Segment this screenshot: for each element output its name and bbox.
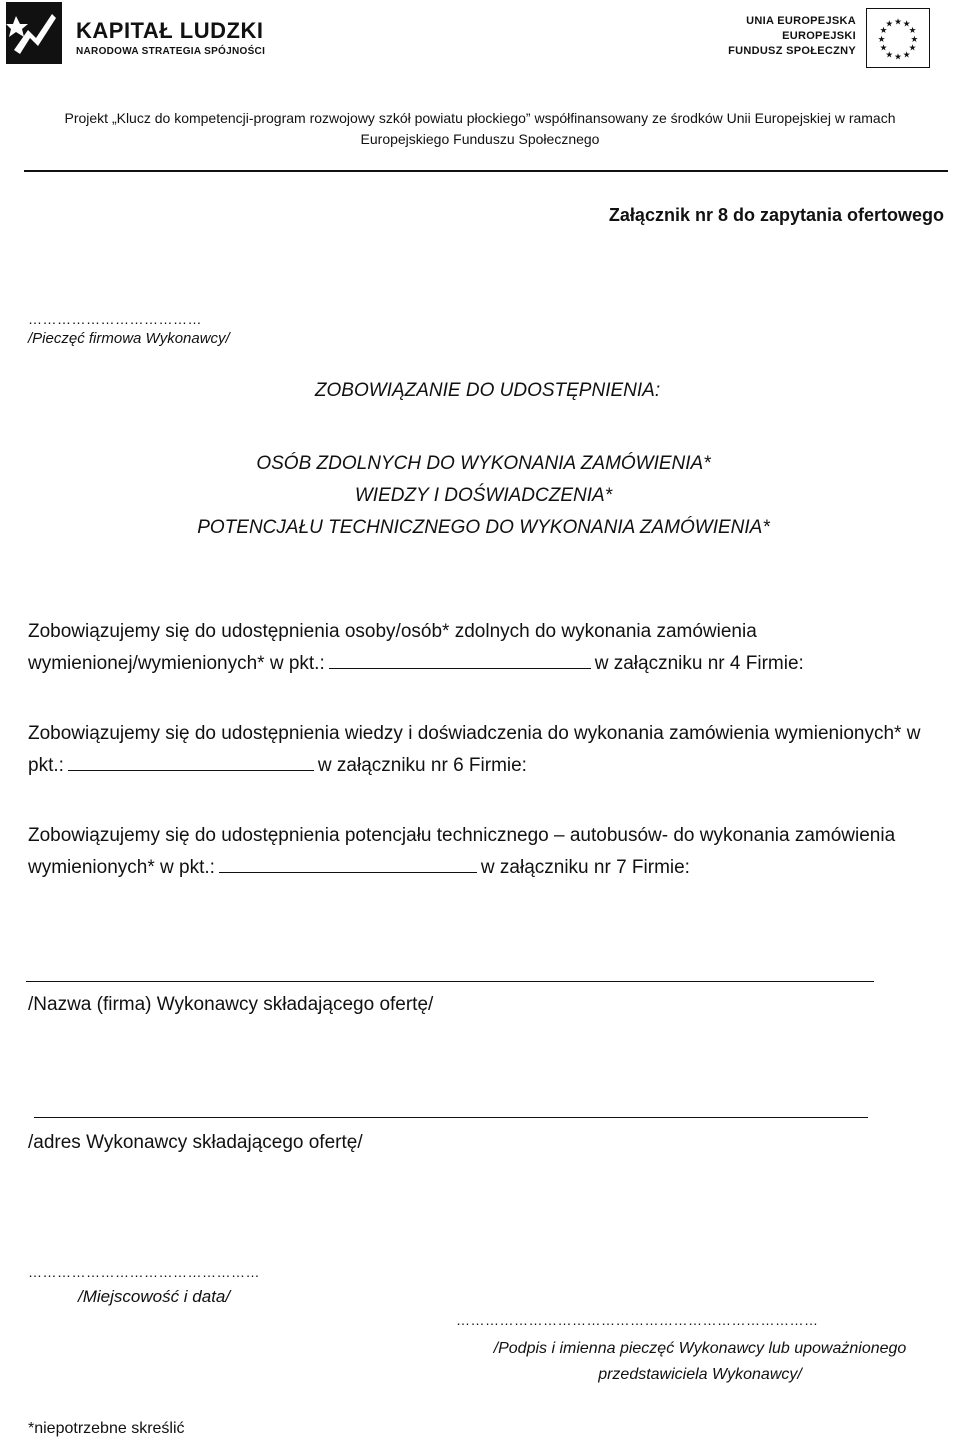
signature-dotted-line: ………………………………………………………………… bbox=[456, 1312, 819, 1328]
eu-logo-line1: UNIA EUROPEJSKA bbox=[746, 15, 856, 27]
contractor-address-line[interactable] bbox=[34, 1117, 868, 1118]
svg-text:★: ★ bbox=[902, 19, 911, 30]
eu-logo-text bbox=[728, 14, 856, 59]
paragraph-text: Zobowiązujemy się do udostępnienia osoby/osób* zdolnych do wykonania zamówienia wymienionej/wymienionych* w pkt.: bbox=[28, 621, 757, 674]
svg-text:★: ★ bbox=[910, 34, 919, 45]
contractor-address-label: /adres Wykonawcy składającego ofertę/ bbox=[28, 1132, 363, 1153]
contractor-name-label: /Nazwa (firma) Wykonawcy składającego ofertę/ bbox=[28, 994, 434, 1015]
kapital-ludzki-icon bbox=[6, 2, 62, 64]
paragraph-text: Zobowiązujemy się do udostępnienia wiedzy i doświadczenia do wykonania zamówienia wymienionych* w pkt.: bbox=[28, 723, 921, 776]
kapital-ludzki-logo bbox=[6, 2, 266, 64]
svg-text:★: ★ bbox=[894, 17, 902, 28]
commitment-paragraph-knowledge bbox=[28, 718, 948, 782]
svg-text:★: ★ bbox=[879, 26, 888, 37]
commitment-paragraph-persons bbox=[28, 616, 948, 680]
stamp-dotted-line: ……………………………… bbox=[28, 311, 202, 327]
svg-text:★: ★ bbox=[894, 52, 902, 63]
eu-flag-icon bbox=[866, 8, 930, 68]
project-line-2: Europejskiego Funduszu Społecznego bbox=[360, 131, 600, 147]
point-number-blank[interactable] bbox=[68, 750, 314, 771]
sub-title-persons: OSÓB ZDOLNYCH DO WYKONANIA ZAMÓWIENIA* bbox=[256, 453, 711, 474]
paragraph-text: w załączniku nr 6 Firmie: bbox=[317, 755, 527, 776]
svg-text:★: ★ bbox=[877, 34, 886, 45]
svg-text:★: ★ bbox=[908, 26, 917, 37]
place-date-dotted-line: ………………………………………… bbox=[28, 1264, 260, 1280]
project-line-1: Projekt „Klucz do kompetencji-program rozwojowy szkół powiatu płockiego” współfinansowany ze środków Unii Europejskiej w ramach bbox=[64, 110, 896, 126]
commitment-paragraph-technical bbox=[28, 820, 948, 884]
eu-logo-line3: FUNDUSZ SPOŁECZNY bbox=[728, 45, 856, 57]
svg-text:★: ★ bbox=[885, 50, 894, 61]
kapital-ludzki-subtitle: NARODOWA STRATEGIA SPÓJNOŚCI bbox=[76, 46, 266, 57]
sub-title-technical: POTENCJAŁU TECHNICZNEGO DO WYKONANIA ZAMÓWIENIA* bbox=[197, 517, 770, 538]
place-date-label: /Miejscowość i data/ bbox=[78, 1287, 231, 1306]
contractor-name-line[interactable] bbox=[26, 981, 874, 982]
footnote: *niepotrzebne skreślić bbox=[28, 1420, 185, 1437]
paragraph-text: w załączniku nr 7 Firmie: bbox=[480, 857, 690, 878]
annex-title: Załącznik nr 8 do zapytania ofertowego bbox=[608, 205, 944, 225]
eu-logo bbox=[728, 8, 950, 70]
main-title: ZOBOWIĄZANIE DO UDOSTĘPNIENIA: bbox=[314, 380, 661, 401]
point-number-blank[interactable] bbox=[219, 852, 477, 873]
point-number-blank[interactable] bbox=[329, 648, 591, 669]
header-divider bbox=[24, 170, 948, 172]
paragraph-text: w załączniku nr 4 Firmie: bbox=[594, 653, 804, 674]
svg-text:★: ★ bbox=[885, 19, 894, 30]
stamp-label: /Pieczęć firmowa Wykonawcy/ bbox=[28, 330, 230, 347]
signature-label bbox=[440, 1336, 960, 1388]
svg-text:★: ★ bbox=[908, 43, 917, 54]
sub-titles bbox=[0, 448, 960, 544]
sub-title-knowledge: WIEDZY I DOŚWIADCZENIA* bbox=[354, 485, 613, 506]
paragraph-text: Zobowiązujemy się do udostępnienia potencjału technicznego – autobusów- do wykonania zamówienia wymienionych* w pkt.: bbox=[28, 825, 896, 878]
eu-logo-line2: EUROPEJSKI bbox=[782, 30, 856, 42]
kapital-ludzki-name: KAPITAŁ LUDZKI bbox=[76, 18, 264, 43]
project-description bbox=[0, 108, 960, 150]
signature-label-line2: przedstawiciela Wykonawcy/ bbox=[598, 1366, 802, 1383]
signature-label-line1: /Podpis i imienna pieczęć Wykonawcy lub upoważnionego bbox=[493, 1340, 907, 1357]
svg-text:★: ★ bbox=[879, 43, 888, 54]
svg-text:★: ★ bbox=[902, 50, 911, 61]
